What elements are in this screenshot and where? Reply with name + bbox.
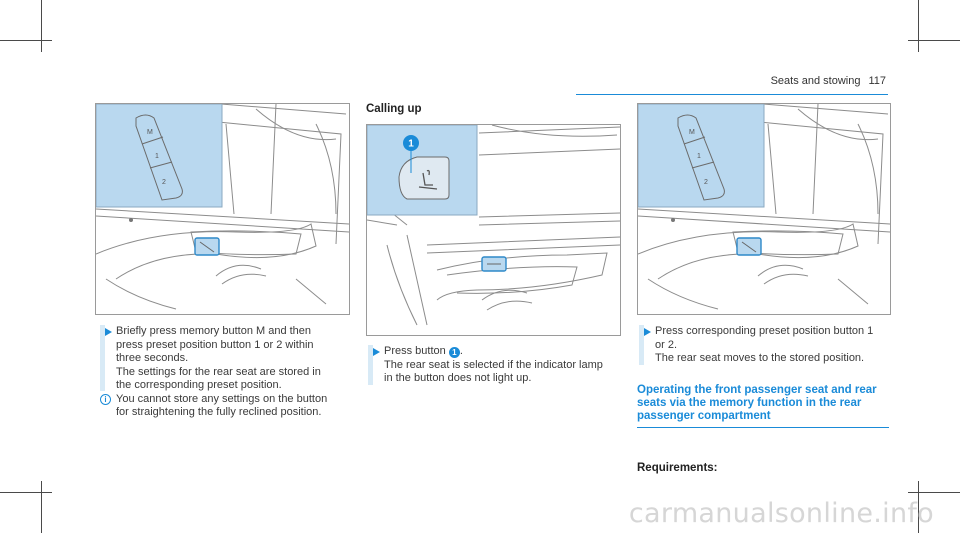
requirements-label: Requirements:	[637, 462, 718, 474]
section-rule	[637, 427, 889, 428]
step-line: press preset position button 1 or 2 within	[116, 338, 314, 351]
step-line: Press button 1 .	[384, 345, 463, 357]
left-instructions	[104, 325, 348, 420]
step-line: The settings for the rear seat are stored in	[116, 365, 321, 378]
step-line: three seconds.	[116, 352, 189, 364]
crop-mark	[41, 481, 42, 533]
door-illustration	[96, 104, 349, 314]
step-arrow-icon	[105, 328, 112, 336]
step-arrow-icon	[373, 348, 380, 356]
info-icon: i	[100, 394, 111, 405]
note-line: You cannot store any settings on the button	[116, 392, 328, 405]
button-label-2: 2	[704, 179, 708, 186]
step-line: or 2.	[655, 338, 678, 351]
door-illustration	[367, 125, 620, 335]
step-line: The rear seat is selected if the indicator lamp	[384, 358, 603, 371]
step-line: Press corresponding preset position button 1	[655, 325, 874, 337]
middle-instructions	[384, 345, 620, 386]
section-title: Seats and stowing	[770, 75, 861, 87]
crop-mark	[0, 40, 52, 41]
button-number-badge: 1	[449, 347, 460, 358]
page-number: 117	[868, 75, 886, 87]
step-arrow-icon	[644, 328, 651, 336]
button-label-1: 1	[697, 153, 701, 160]
figure-door-panel-middle	[366, 124, 621, 336]
crop-mark	[41, 0, 42, 52]
callout-number: 1	[408, 138, 414, 150]
crop-mark	[918, 0, 919, 52]
button-label-1: 1	[155, 153, 159, 160]
right-instructions	[655, 325, 889, 366]
calling-up-heading: Calling up	[366, 103, 422, 115]
figure-door-panel-left	[95, 103, 350, 315]
button-label-M: M	[689, 129, 695, 136]
step-line: in the button does not light up.	[384, 372, 532, 384]
note-line: for straightening the fully reclined position.	[116, 406, 322, 418]
figure-door-panel-right	[637, 103, 891, 315]
crop-mark	[908, 492, 960, 493]
watermark: carmanualsonline.info	[628, 498, 934, 529]
step-line: The rear seat moves to the stored position.	[655, 352, 865, 364]
header-rule	[576, 94, 888, 95]
button-label-M: M	[147, 129, 153, 136]
running-header	[771, 75, 886, 87]
button-label-2: 2	[162, 179, 166, 186]
step-line: the corresponding preset position.	[116, 379, 282, 391]
door-illustration	[638, 104, 890, 314]
step-line: Briefly press memory button M and then	[116, 325, 312, 337]
crop-mark	[908, 40, 960, 41]
section-heading: Operating the front passenger seat and rear seats via the memory function in the rear passenger compartment	[637, 384, 877, 422]
crop-mark	[0, 492, 52, 493]
